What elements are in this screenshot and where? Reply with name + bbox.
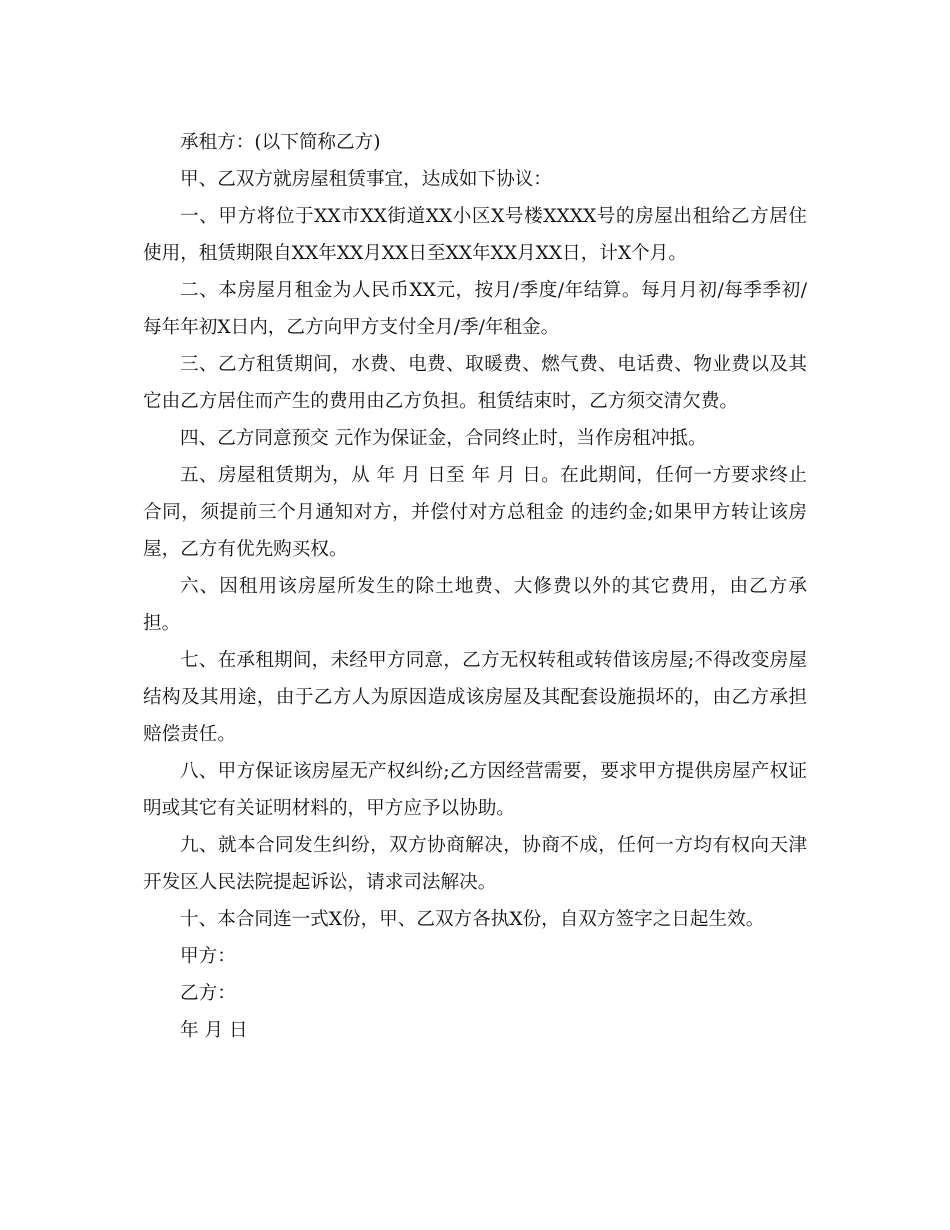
party-a-signature-line: 甲方：	[180, 946, 236, 967]
clause-9-disputes: 九、就本合同发生纠纷，双方协商解决，协商不成，任何一方均有权向天津开发区人民法院提起诉讼，请求司法解决。	[143, 835, 807, 893]
date-line: 年 月 日	[180, 1020, 248, 1041]
clause-10-copies: 十、本合同连一式X份，甲、乙双方各执X份，自双方签字之日起生效。	[180, 909, 765, 930]
clause-3-utilities: 三、乙方租赁期间，水费、电费、取暖费、燃气费、电话费、物业费以及其它由乙方居住而产生的费用由乙方负担。租赁结束时，乙方须交清欠费。	[143, 354, 807, 412]
clause-7-sublease: 七、在承租期间，未经甲方同意，乙方无权转租或转借该房屋;不得改变房屋结构及其用途，由于乙方人为原因造成该房屋及其配套设施损坏的，由乙方承担赔偿责任。	[143, 650, 807, 745]
clause-1-location-term: 一、甲方将位于XX市XX街道XX小区X号楼XXXX号的房屋出租给乙方居住使用，租赁期限自XX年XX月XX日至XX年XX月XX日，计X个月。	[143, 206, 807, 264]
contract-body	[143, 124, 807, 1049]
clause-2-rent: 二、本房屋月租金为人民币XX元，按月/季度/年结算。每月月初/每季季初/每年年初X日内，乙方向甲方支付全月/季/年租金。	[143, 280, 807, 338]
clause-5-lease-period: 五、房屋租赁期为，从 年 月 日至 年 月 日。在此期间，任何一方要求终止合同，须提前三个月通知对方，并偿付对方总租金 的违约金;如果甲方转让该房屋，乙方有优先购买权。	[143, 465, 807, 560]
clause-6-other-costs: 六、因租用该房屋所发生的除土地费、大修费以外的其它费用，由乙方承担。	[143, 576, 807, 634]
agreement-intro: 甲、乙双方就房屋租赁事宜，达成如下协议：	[180, 169, 552, 190]
clause-8-property-rights: 八、甲方保证该房屋无产权纠纷;乙方因经营需要，要求甲方提供房屋产权证明或其它有关证明材料的，甲方应予以协助。	[143, 761, 807, 819]
party-b-signature-line: 乙方：	[180, 983, 236, 1004]
clause-4-deposit: 四、乙方同意预交 元作为保证金，合同终止时，当作房租冲抵。	[180, 428, 707, 449]
lessee-line: 承租方：(以下简称乙方)	[180, 132, 381, 153]
